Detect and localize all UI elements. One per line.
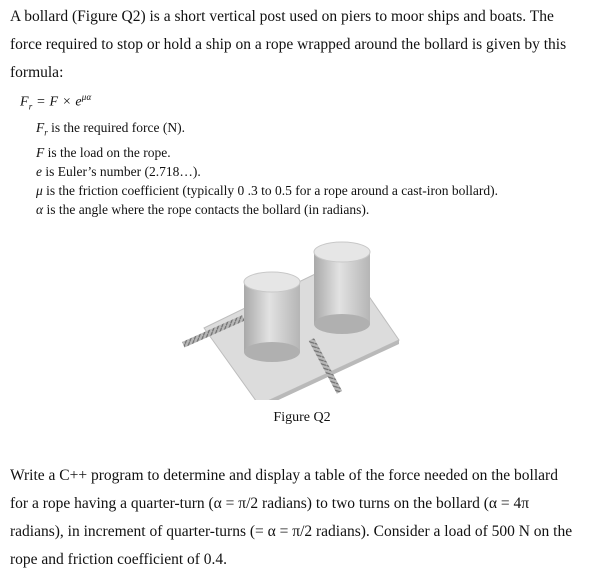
- definition-symbol: F: [36, 120, 45, 135]
- bollard-left: [244, 272, 300, 362]
- definition-symbol: F: [36, 144, 45, 160]
- formula-lhs-subscript: r: [28, 101, 33, 112]
- definition-list: [36, 118, 498, 219]
- intro-paragraph: [10, 3, 596, 87]
- task-line-4: rope and friction coefficient of 0.4.: [10, 551, 228, 568]
- definition-item: [36, 143, 498, 162]
- bollard-right: [314, 242, 370, 334]
- definition-item: [36, 162, 498, 181]
- definition-item: [36, 181, 498, 200]
- intro-line-2: force required to stop or hold a ship on a rope wrapped around the bollard is given by this: [10, 36, 567, 53]
- definition-item: [36, 118, 498, 143]
- definition-text: is the angle where the rope contacts the bollard (in radians).: [43, 201, 370, 217]
- task-paragraph: [10, 462, 596, 574]
- task-line-1: Write a C++ program to determine and display a table of the force needed on the bollard: [10, 467, 558, 484]
- force-formula: [20, 92, 91, 111]
- formula-rhs: = F × e: [36, 94, 82, 110]
- definition-symbol: e: [36, 163, 42, 179]
- bollard-figure: [174, 230, 404, 400]
- definition-item: [36, 200, 498, 219]
- definition-text: is the required force (N).: [47, 120, 185, 135]
- intro-line-1: A bollard (Figure Q2) is a short vertical post used on piers to moor ships and boats. The: [10, 8, 554, 25]
- formula-exponent: μα: [81, 92, 92, 102]
- task-line-3: radians), in increment of quarter-turns (= α = π/2 radians). Consider a load of 500 N on the: [10, 523, 573, 540]
- figure-caption: Figure Q2: [273, 410, 331, 425]
- definition-text: is Euler’s number (2.718…).: [42, 163, 201, 179]
- definition-subscript: r: [44, 127, 48, 138]
- definition-text: is the load on the rope.: [44, 144, 171, 160]
- intro-line-3: formula:: [10, 64, 64, 81]
- task-line-2: for a rope having a quarter-turn (α = π/2 radians) to two turns on the bollard (α = 4π: [10, 495, 530, 512]
- bollard-illustration: [174, 230, 404, 400]
- definition-symbol: μ: [36, 182, 43, 198]
- definition-symbol: α: [36, 201, 44, 217]
- formula-lhs: F: [20, 94, 29, 110]
- definition-text: is the friction coefficient (typically 0 .3 to 0.5 for a rope around a cast-iron bollard).: [42, 182, 499, 198]
